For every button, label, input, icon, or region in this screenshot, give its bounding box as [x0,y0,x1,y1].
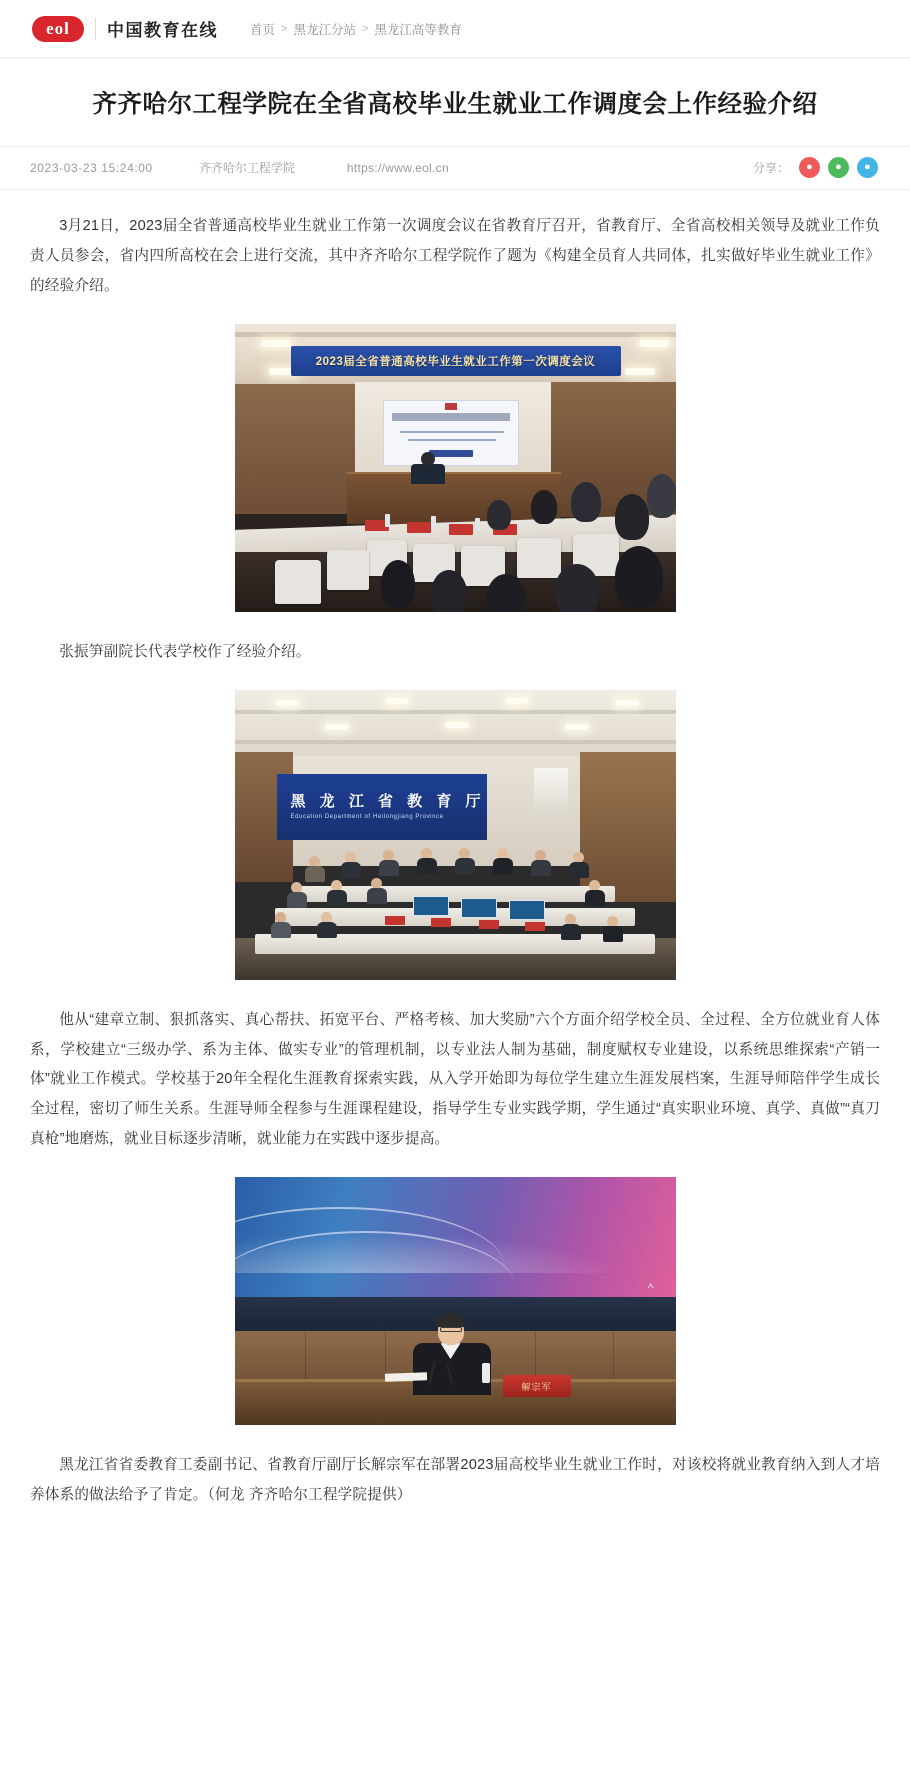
photo2-ceiling-lamp [615,700,639,706]
photo2-attendee-head [421,848,432,859]
photo2-attendee-head [371,878,382,889]
photo2-attendee-body [561,924,581,940]
article-url[interactable]: https://www.eol.cn [346,160,449,175]
photo1-speaker-body [411,464,445,484]
share-label: 分享： [752,161,789,176]
photo2-attendee-body [305,866,325,882]
breadcrumb-item-home[interactable]: 首页 [250,22,276,37]
photo2-attendee-head [383,850,394,861]
photo1-screen-footer-bar [429,450,473,457]
photo2-attendee-body [603,926,623,942]
article-body [0,190,910,1561]
photo2-ceiling-lamp [385,698,409,704]
logo-divider [95,18,96,40]
photo1-screen-line [408,439,496,441]
photo2-desk-row [255,934,655,954]
photo1-banner-text: 2023届全省普通高校毕业生就业工作第一次调度会议 [291,346,621,376]
photo1-attendee [487,574,525,612]
photo2-ceiling-lamp [445,722,469,728]
photo1-ceiling-lamp [261,340,291,347]
photo1-chair [275,560,321,604]
site-logo-text: 中国教育在线 [107,21,218,40]
photo2-attendee-body [327,890,347,906]
photo1-screen-logo-icon [445,403,457,410]
photo2-ceiling-lamp [565,724,589,730]
photo2-attendee-body [417,858,437,874]
photo2-attendee-head [573,852,584,863]
photo2-attendee-head [345,852,356,863]
article-source: 齐齐哈尔工程学院 [198,161,295,176]
photo2-attendee-body [379,860,399,876]
photo1-attendee [531,490,557,524]
article-date: 2023-03-23 15:24:00 [30,160,153,175]
photo2-attendee-head [331,880,342,891]
photo3-chevron-up-icon: ^ [647,1281,654,1296]
photo1-attendee [615,546,663,608]
photo1-attendee [487,500,511,530]
photo3-documents [384,1372,426,1381]
photo2-name-card [525,922,545,931]
photo2-attendee-body [455,858,475,874]
paragraph-3: 他从“建章立制、狠抓落实、真心帮扶、拓宽平台、严格考核、加大奖励”六个方面介绍学校全员、全过程、全方位就业育人体系，学校建立“三级办学、系为主体、做实专业”的管理机制，以专业法人制为基础，制度赋权专业建设，以系统思维探索“产销一体”就业工作模式。学校基于20年全程化生涯教育探索实践，从入学开始即为每位学生建立生涯发展档案，生涯导师陪伴学生成长全过程，密切了师生关系。生涯导师全程参与生涯课程建设，指导学生专业实践学期，学生通过“真实职业环境、真学、真做”“真刀真枪”地磨炼，就业目标逐步清晰，就业能力在实践中逐步提高。 [30,1011,880,1148]
photo1-water-bottle [385,514,390,527]
photo1-attendee [571,482,601,522]
photo2-ceiling-lamp [325,724,349,730]
chevron-right-icon: > [361,22,369,35]
photo2-attendee-head [291,882,302,893]
photo2-ceiling-strip [235,740,676,744]
photo1-chair [517,538,561,578]
photo2-monitor [461,898,497,918]
photo1-screen-line [400,431,504,433]
photo2-name-card [479,920,499,929]
photo2-attendee-body [569,862,589,878]
photo1-name-card [449,524,473,535]
photo2-attendee-head [459,848,470,859]
audience-hall-photo [235,690,676,980]
photo2-attendee-head [275,912,286,923]
site-header [0,0,910,58]
wechat-share-icon[interactable]: ● [828,157,849,178]
figure-speaker-closeup [30,1177,880,1425]
photo2-board-title-cn: 黑 龙 江 省 教 育 厅 [290,792,486,810]
photo1-name-card [407,522,431,533]
breadcrumb-item-higher-education[interactable]: 黑龙江高等教育 [374,22,462,37]
photo2-attendee-body [341,862,361,878]
photo2-attendee-head [607,916,618,927]
photo1-projection-screen [383,400,519,466]
photo1-screen-title-bar [392,413,510,421]
site-logo[interactable] [32,16,218,42]
photo2-attendee-body [493,858,513,874]
photo1-attendee [555,564,599,612]
photo2-name-card [385,916,405,925]
photo1-ceiling-line [235,332,676,337]
photo2-attendee-head [309,856,320,867]
conference-room-photo [235,324,676,612]
photo2-department-board [277,774,487,840]
title-area [0,58,910,146]
share-group [753,157,878,178]
figure-audience-hall [30,690,880,980]
photo2-monitor [509,900,545,920]
photo1-ceiling-lamp [625,368,655,375]
photo1-water-bottle [431,516,436,529]
photo2-attendee-body [317,922,337,938]
photo2-attendee-body [287,892,307,908]
photo2-attendee-head [535,850,546,861]
photo1-attendee [381,560,415,608]
chevron-right-icon: > [281,22,288,35]
page-title: 齐齐哈尔工程学院在全省高校毕业生就业工作调度会上作经验介绍 [92,91,818,118]
article-meta-bar [0,146,910,190]
photo2-attendee-body [367,888,387,904]
paragraph-1: 3月21日，2023届全省普通高校毕业生就业工作第一次调度会议在省教育厅召开，省教育厅、全省高校相关领导及就业工作负责人员参会，省内四所高校在会上进行交流，其中齐齐哈尔工程学院作了题为《构建全员育人共同体，扎实做好毕业生就业工作》的经验介绍。 [30,217,880,294]
photo2-attendee-body [531,860,551,876]
photo2-wall-decoration [534,768,568,816]
photo1-water-bottle [475,518,480,531]
photo2-ceiling-lamp [505,698,529,704]
photo1-attendee [647,474,676,518]
photo3-speaker-glasses [440,1327,462,1332]
bottom-spacer [30,1521,880,1531]
photo2-attendee-head [321,912,332,923]
photo2-attendee-head [589,880,600,891]
photo3-nameplate: 解宗军 [503,1375,571,1397]
photo3-water-bottle [482,1363,490,1383]
photo1-speaker-head [421,452,435,466]
photo2-ceiling-strip [235,710,676,714]
paragraph-2: 张振笋副院长代表学校作了经验介绍。 [59,643,311,660]
photo2-monitor [413,896,449,916]
photo1-attendee [431,570,467,612]
photo2-attendee-body [585,890,605,906]
photo1-wall-left [235,384,355,514]
weibo-share-icon[interactable]: ● [799,157,820,178]
breadcrumb [250,20,462,38]
paragraph-4: 黑龙江省省委教育工委副书记、省教育厅副厅长解宗军在部署2023届高校毕业生就业工作时，对该校将就业教育纳入到人才培养体系的做法给予了肯定。（何龙 齐齐哈尔工程学院提供） [30,1457,880,1504]
photo2-attendee-head [497,848,508,859]
qq-share-icon[interactable]: ● [857,157,878,178]
speaker-closeup-photo [235,1177,676,1425]
photo2-ceiling-lamp [275,700,299,706]
photo1-chair [327,550,369,590]
photo2-name-card [431,918,451,927]
photo2-attendee-head [565,914,576,925]
photo1-attendee [615,494,649,540]
photo2-board-title-en: Education Department of Heilongjiang Province [290,813,444,820]
photo1-ceiling-lamp [639,340,669,347]
photo1-podium [347,472,561,524]
photo2-attendee-body [271,922,291,938]
eol-logo-icon: eol [32,16,84,42]
figure-conference-room [30,324,880,612]
breadcrumb-item-heilongjiang[interactable]: 黑龙江分站 [293,22,356,37]
